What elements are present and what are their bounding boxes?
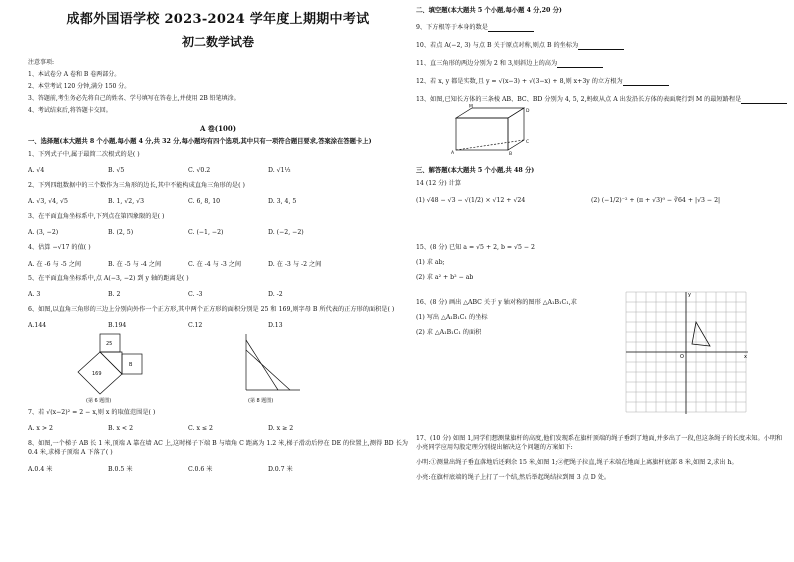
question-14-1: (1) √48 − √3 − √(1/2) × √12 + √24 — [416, 197, 526, 204]
exam-subtitle: 初二数学试卷 — [181, 35, 254, 49]
answer-blank — [578, 43, 624, 50]
option: C.0.6 米 — [188, 465, 213, 473]
question-17: 17、(10 分) 如图 1,同学们想测量旗杆的高度,他们发现系在旗杆顶端的绳子垂到了地面,并多出了一段,但这条绳子的长度未知。小明和小亮同学应用勾股定理分别提出解决这个问题的方案如下: — [416, 435, 783, 451]
figures-6-8 — [28, 332, 408, 404]
options-3 — [28, 225, 408, 239]
question-6: 6、如图,以直角三角形的三边上分别向外作一个正方形,其中两个正方形的面积分别是 25 和 169,则字母 B 所代表的正方形的面积是( ) — [28, 306, 395, 313]
question-14-parts — [416, 196, 794, 205]
left-column — [28, 0, 408, 562]
question-16-block — [416, 292, 794, 420]
question-10-text: 10、若点 A(−2, 3) 与点 B 关于原点对称,则点 B 的坐标为 — [416, 42, 579, 49]
option: D. (−2, −2) — [268, 228, 304, 236]
caption-fig6: (第 6 题图) — [86, 398, 112, 404]
option: A.0.4 米 — [28, 465, 53, 473]
box-figure — [416, 104, 794, 156]
box-label-a: A — [451, 151, 455, 156]
question-7: 7、若 √(x−2)² = 2 − x,则 x 的取值范围是( ) — [28, 409, 156, 416]
question-15: 15、(8 分) 已知 a = √5 + 2, b = √5 − 2 — [416, 244, 535, 251]
question-9-text: 9、下方根等于本身的数是 — [416, 24, 488, 31]
option: D. -2 — [268, 290, 283, 298]
coordinate-grid — [622, 288, 752, 418]
option: C. -3 — [188, 290, 203, 298]
option: B. (2, 5) — [108, 228, 134, 236]
question-12-text: 12、若 x, y 都是实数,且 y = √(x−3) + √(3−x) + 8,则 x+3y 的立方根为 — [416, 78, 623, 85]
question-2: 2、下列四组数据中的三个数作为三角形的边长,其中不能构成直角三角形的是( ) — [28, 182, 245, 189]
answer-blank — [741, 97, 787, 104]
option: B. √5 — [108, 166, 125, 174]
origin-label: O — [680, 354, 684, 360]
notes-block — [28, 58, 408, 118]
label-169: 169 — [92, 371, 102, 377]
answer-blank — [488, 25, 534, 32]
option: A.144 — [28, 321, 47, 329]
question-15-1: (1) 求 ab; — [416, 259, 445, 266]
question-10 — [416, 41, 794, 50]
y-axis-label: y — [688, 292, 691, 298]
option: B.0.5 米 — [108, 465, 133, 473]
option: C. 6, 8, 10 — [188, 197, 221, 205]
question-14: 14 (12 分) 计算 — [416, 180, 462, 187]
note-item: 2、本堂考试 120 分钟,满分 150 分。 — [28, 83, 131, 90]
option: B. x < 2 — [108, 424, 134, 432]
option: C. √0.2 — [188, 166, 211, 174]
caption-fig8: (第 8 题图) — [248, 398, 274, 404]
option: B. 1, √2, √3 — [108, 197, 145, 205]
question-11-text: 11、直三角形的两边分别为 2 和 3,则斜边上的高为 — [416, 60, 558, 67]
note-item: 1、本试卷分 A 卷和 B 卷两部分。 — [28, 71, 121, 78]
question-13-text: 13、如图,已知长方体的三条棱 AB、BC、BD 分别为 4, 5, 2,蚂蚁从点 A 出发沿长方体的表面爬行到 M 的最短路程是 — [416, 96, 742, 103]
question-11 — [416, 59, 794, 68]
options-1 — [28, 163, 408, 177]
figures-svg — [28, 332, 408, 404]
question-16-2: (2) 求 △A₁B₁C₁ 的面积 — [416, 329, 482, 336]
option: D. x ≥ 2 — [268, 424, 294, 432]
option: A. 在 -6 与 -5 之间 — [28, 260, 82, 268]
question-9 — [416, 23, 794, 32]
box-label-c: C — [526, 140, 530, 145]
triangle-abc — [692, 322, 710, 346]
box-front — [456, 118, 508, 150]
option: D.0.7 米 — [268, 465, 293, 473]
question-4: 4、估算 −√17 的值( ) — [28, 244, 91, 251]
question-8: 8、如图,一个梯子 AB 长 1 米,顶端 A 靠在墙 AC 上,这时梯子下端 B 与墙角 C 距离为 1.2 米,梯子滑动后停在 DE 的位置上,测得 BD 长为 0.4 米,求梯子顶端 A 下落了( ) — [28, 440, 408, 456]
question-12 — [416, 77, 794, 86]
question-1: 1、下列式子中,属于最简二次根式的是( ) — [28, 151, 140, 158]
answer-blank — [623, 79, 669, 86]
question-14-2: (2) (−1/2)⁻² + (π + √3)⁰ − ∛64 + |√3 − 2| — [591, 197, 721, 204]
answer-blank — [557, 61, 603, 68]
option: D. √1⅓ — [268, 166, 291, 174]
option: C. 在 -4 与 -3 之间 — [188, 260, 242, 268]
option: D. 3, 4, 5 — [268, 197, 297, 205]
question-5: 5、在平面直角坐标系中,点 A(−3, −2) 到 y 轴的距离是( ) — [28, 275, 189, 282]
right-column — [416, 0, 794, 562]
option: A. 3 — [28, 290, 41, 298]
notes-heading: 注意事项: — [28, 59, 55, 66]
question-15-2: (2) 求 a² + b² − ab — [416, 274, 474, 281]
box-label-m: M — [469, 104, 473, 110]
box-label-d: D — [526, 109, 530, 114]
options-6 — [28, 318, 408, 332]
option: C. x ≤ 2 — [188, 424, 213, 432]
question-13 — [416, 95, 794, 104]
note-item: 3、答题前,考生务必先将自己的姓名、学号填写在答卷上,并使用 2B 铅笔填涂。 — [28, 95, 240, 102]
options-4 — [28, 256, 408, 270]
question-17-plan-b: 小亮:在旗杆底端的绳子上打了一个结,然后举起绳结拉到图 3 点 D 处。 — [416, 474, 611, 481]
box-diagonal — [456, 140, 524, 150]
options-2 — [28, 194, 408, 208]
option: A. √3, √4, √5 — [28, 197, 68, 205]
section2-heading: 二、填空题(本大题共 5 个小题,每小题 4 分,20 分) — [416, 7, 562, 14]
figure-6 — [78, 334, 142, 404]
section3-heading: 三、解答题(本大题共 5 个小题,共 48 分) — [416, 167, 535, 174]
label-25: 25 — [106, 341, 113, 347]
x-axis-label: x — [744, 354, 747, 360]
option: B. 在 -5 与 -4 之间 — [108, 260, 162, 268]
option: B.194 — [108, 321, 127, 329]
options-8 — [28, 461, 408, 475]
option: D. 在 -3 与 -2 之间 — [268, 260, 322, 268]
question-3: 3、在平面直角坐标系中,下列点在第四象限的是( ) — [28, 213, 165, 220]
options-7 — [28, 421, 408, 435]
ladder-de — [246, 350, 290, 390]
option: C.12 — [188, 321, 203, 329]
question-16: 16、(8 分) 画出 △ABC 关于 y 轴对称的图形 △A₁B₁C₁,求 — [416, 299, 577, 306]
options-5 — [28, 287, 408, 301]
question-17-plan-a: 小明:①测量出绳子垂直落地后还剩余 15 米,如图 1;②把绳子拉直,绳子末端在地面上离旗杆底部 8 米,如图 2,求出 h。 — [416, 459, 738, 466]
section1-heading: 一、选择题(本大题共 8 个小题,每小题 4 分,共 32 分,每小题均有四个选项,其中只有一项符合题目要求,答案涂在答题卡上) — [28, 138, 372, 145]
box-side — [508, 108, 524, 150]
figure-8 — [246, 334, 300, 404]
box-top — [456, 108, 524, 118]
option: B. 2 — [108, 290, 121, 298]
option: A. x > 2 — [28, 424, 53, 432]
volume-a-heading: A 卷(100) — [199, 124, 237, 133]
question-16-1: (1) 写出 △A₁B₁C₁ 的坐标 — [416, 314, 488, 321]
option: C. (−1, −2) — [188, 228, 224, 236]
label-b: B — [129, 362, 133, 368]
box-label-b: B — [509, 152, 513, 156]
option: A. (3, −2) — [28, 228, 59, 236]
exam-title: 成都外国语学校 2023-2024 学年度上期期中考试 — [66, 12, 370, 27]
option: A. √4 — [28, 166, 45, 174]
note-item: 4、考试结束后,将答题卡交回。 — [28, 107, 112, 114]
option: D.13 — [268, 321, 283, 329]
